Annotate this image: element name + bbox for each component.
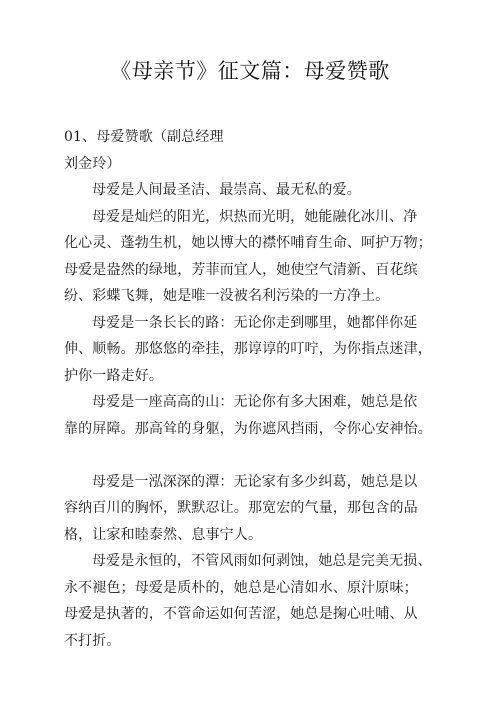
paragraph-line: 母爱是盎然的绿地，芳菲而宜人，她使空气清新、百花缤: [64, 261, 418, 278]
document-body: [64, 124, 444, 654]
paragraph-line: 母爱是灿烂的阳光，炽热而光明，她能融化冰川、净: [92, 208, 418, 225]
paragraph-line: 不打折。: [64, 632, 121, 649]
paragraph-line: 母爱是执著的，不管命运如何苦涩，她总是掬心吐哺、从: [64, 606, 418, 622]
paragraph: [64, 389, 444, 442]
paragraph-line: 化心灵、蓬勃生机，她以博大的襟怀哺育生命、呵护万物；: [64, 235, 432, 251]
paragraph: [64, 204, 444, 310]
paragraph-line: 纷、彩蝶飞舞，她是唯一没被名利污染的一方净土。: [64, 288, 390, 304]
paragraph: [64, 469, 444, 549]
paragraph-line: 永不褪色；母爱是质朴的，她总是心清如水、原汁原味；: [64, 579, 418, 596]
paragraph-gap: [64, 442, 444, 469]
author-line: 刘金玲）: [64, 155, 121, 172]
paragraph-line: 靠的屏障。那高耸的身躯，为你遮风挡雨，令你心安神怡。: [64, 420, 432, 437]
paragraph-line: 伸、顺畅。那悠悠的牵挂，那谆谆的叮咛，为你指点迷津，: [64, 341, 432, 357]
paragraph-line: 母爱是人间最圣洁、最崇高、最无私的爱。: [92, 182, 361, 198]
paragraph: [64, 548, 444, 654]
document-title: 《母亲节》征文篇：母爱赞歌: [110, 59, 390, 83]
paragraph-line: 母爱是一座高高的山：无论你有多大困难，她总是依: [92, 394, 418, 410]
paragraph-line: 母爱是一泓深深的潭：无论家有多少纠葛，她总是以: [92, 473, 418, 490]
paragraph-line: 护你一路走好。: [64, 367, 164, 384]
paragraph-line: 格，让家和睦泰然、息事宁人。: [64, 526, 263, 543]
paragraph: [64, 177, 444, 204]
paragraph: [64, 310, 444, 390]
paragraph-line: 容纳百川的胸怀，默默忍让。那宽宏的气量，那包含的品: [64, 500, 418, 516]
section-heading: 01、母爱赞歌（副总经理: [64, 129, 224, 145]
paragraph-line: 母爱是一条长长的路：无论你走到哪里，她都伴你延: [92, 314, 418, 331]
paragraph-line: 母爱是永恒的，不管风雨如何剥蚀，她总是完美无损、: [92, 553, 432, 569]
